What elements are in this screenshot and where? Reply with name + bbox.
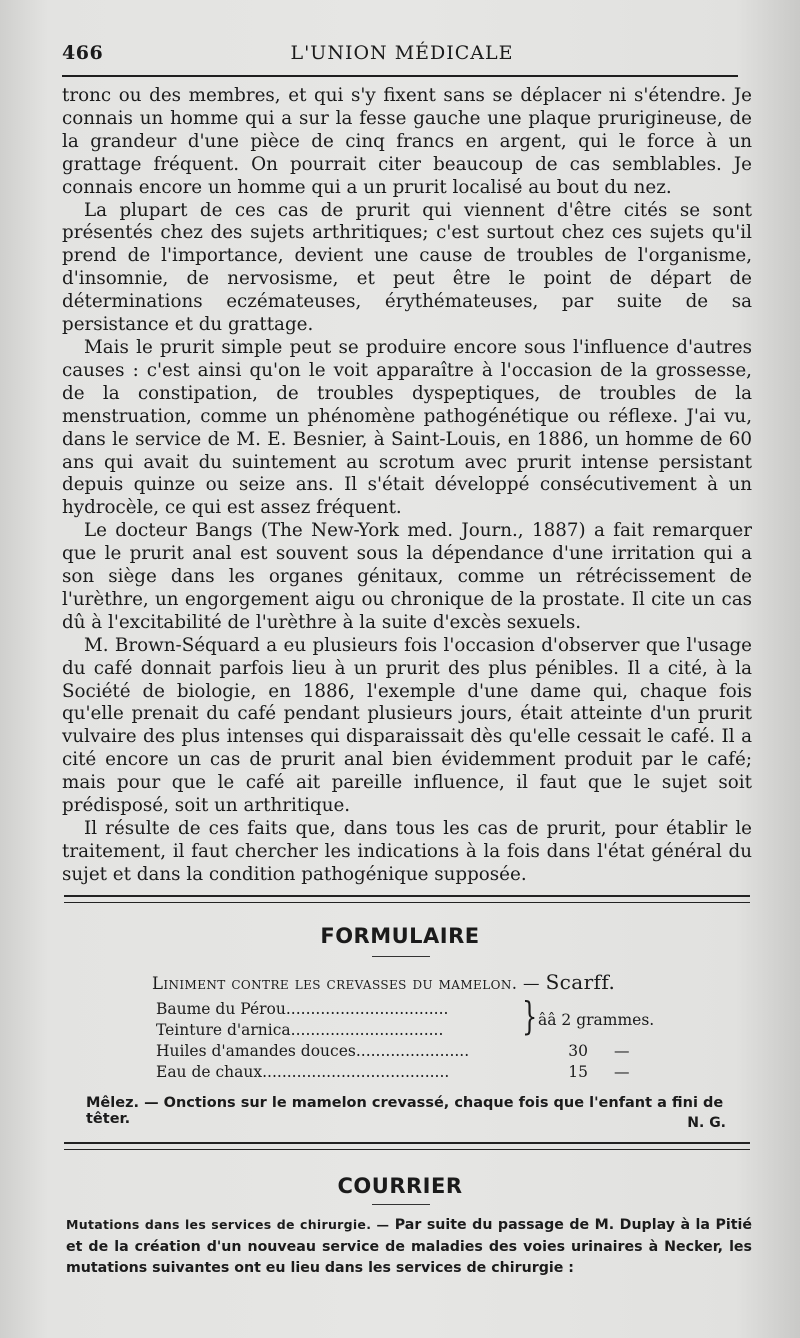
ingredient-unit: — xyxy=(614,1063,630,1081)
paragraph: tronc ou des membres, et qui s'y fixent sans se déplacer ni s'étendre. Je connais un homme qui a sur la fesse gauche une plaque prurigineuse, de la grandeur d'une pièce de cinq francs en argent, qui le force à un grattage fréquent. On pourrait citer beaucoup de cas semblables. Je connais encore un homme qui a un prurit localisé au bout du nez. xyxy=(62,85,752,198)
courrier-text: Par suite du passage de M. Duplay à la Pitié et de la création d'un nouveau service de maladies des voies urinaires à Necker, les mutations suivantes ont eu lieu dans les services de chirurgie : xyxy=(66,1217,752,1276)
ingredient-name: Huiles d'amandes douces....................... xyxy=(156,1042,470,1060)
recipe-author: Scarff. xyxy=(545,970,616,994)
shared-dose: ââ 2 grammes. xyxy=(538,1011,655,1029)
paragraph: M. Brown-Séquard a eu plusieurs fois l'occasion d'observer que l'usage du café donnait parfois lieu à un prurit des plus pénibles. Il a cité, à la Société de biologie, en 1886, l'exemple d'une dame qui, chaque fois qu'elle prenait du café pendant plusieurs jours, était atteinte d'un prurit vulvaire des plus intenses qui disparaissait dès qu'elle cessait le café. Il a cité encore un cas de prurit anal bien évidemment produit par le café; mais pour que le café ait pareille influence, il faut que le sujet soit prédisposé, soit un arthritique. xyxy=(62,634,752,817)
title-underline xyxy=(372,956,430,957)
courrier-paragraph xyxy=(66,1214,752,1280)
ingredient-quantity: 15 xyxy=(568,1063,588,1081)
paragraph: Le docteur Bangs (The New-York med. Journ., 1887) a fait remarquer que le prurit anal est souvent sous la dépendance d'une irritation qui a son siège dans les organes génitaux, comme un rétrécissement de l'urèthre, un engorgement aigu ou chronique de la prostate. Il cite un cas dû à l'excitabilité de l'urèthre à la suite d'excès sexuels. xyxy=(62,520,752,633)
paragraph: La plupart de ces cas de prurit qui viennent d'être cités se sont présentés chez des sujets arthritiques; c'est surtout chez ces sujets qu'il prend de l'importance, devient une cause de troubles de l'organisme, d'insomnie, de nervosisme, et peut être le point de départ de déterminations eczémateuses, érythémateuses, par suite de sa persistance et du grattage. xyxy=(62,199,752,336)
section-title-courrier: COURRIER xyxy=(337,1174,463,1198)
ingredient-unit: — xyxy=(614,1042,630,1060)
recipe-instructions: Mêlez. — Onctions sur le mamelon crevassé, chaque fois que l'enfant a fini de têter. xyxy=(86,1095,724,1127)
journal-title: L'UNION MÉDICALE xyxy=(290,42,514,64)
author-initials: N. G. xyxy=(687,1115,726,1131)
ingredient-name: Baume du Pérou................................. xyxy=(156,1000,449,1018)
page-number: 466 xyxy=(62,42,104,64)
section-divider xyxy=(64,895,750,903)
brace-glyph: } xyxy=(522,993,538,1039)
ingredient-quantity: 30 xyxy=(568,1042,588,1060)
ingredient-list xyxy=(156,993,676,1084)
title-underline xyxy=(372,1204,430,1205)
section-divider xyxy=(64,1142,750,1150)
recipe-name: Liniment contre les crevasses du mamelon. — xyxy=(152,974,546,993)
ingredient-name: Eau de chaux...................................... xyxy=(156,1063,450,1081)
section-title-formulaire: FORMULAIRE xyxy=(320,924,480,948)
running-header xyxy=(62,42,742,72)
paragraph: Il résulte de ces faits que, dans tous les cas de prurit, pour établir le traitement, il faut chercher les indications à la fois dans l'état général du sujet et dans la condition pathogénique supposée. xyxy=(62,818,752,885)
article-body xyxy=(62,85,752,887)
ingredient-row xyxy=(156,1042,676,1063)
recipe-title xyxy=(152,970,615,994)
header-rule xyxy=(62,75,738,77)
ingredient-row xyxy=(156,1063,676,1084)
ingredient-name: Teinture d'arnica............................... xyxy=(156,1021,444,1039)
paragraph: Mais le prurit simple peut se produire encore sous l'influence d'autres causes : c'est ainsi qu'on le voit apparaître à l'occasion de la grossesse, de la constipation, de troubles dyspeptiques, de troubles de la menstruation, comme un phénomène pathogénétique ou réflexe. J'ai vu, dans le service de M. E. Besnier, à Saint-Louis, en 1886, un homme de 60 ans qui avait du suintement au scrotum avec prurit intense persistant depuis quinze ou seize ans. Il s'était développé consécutivement à un hydrocèle, ce qui est assez fréquent. xyxy=(62,336,752,519)
courrier-lead: Mutations dans les services de chirurgie. — xyxy=(66,1217,390,1232)
